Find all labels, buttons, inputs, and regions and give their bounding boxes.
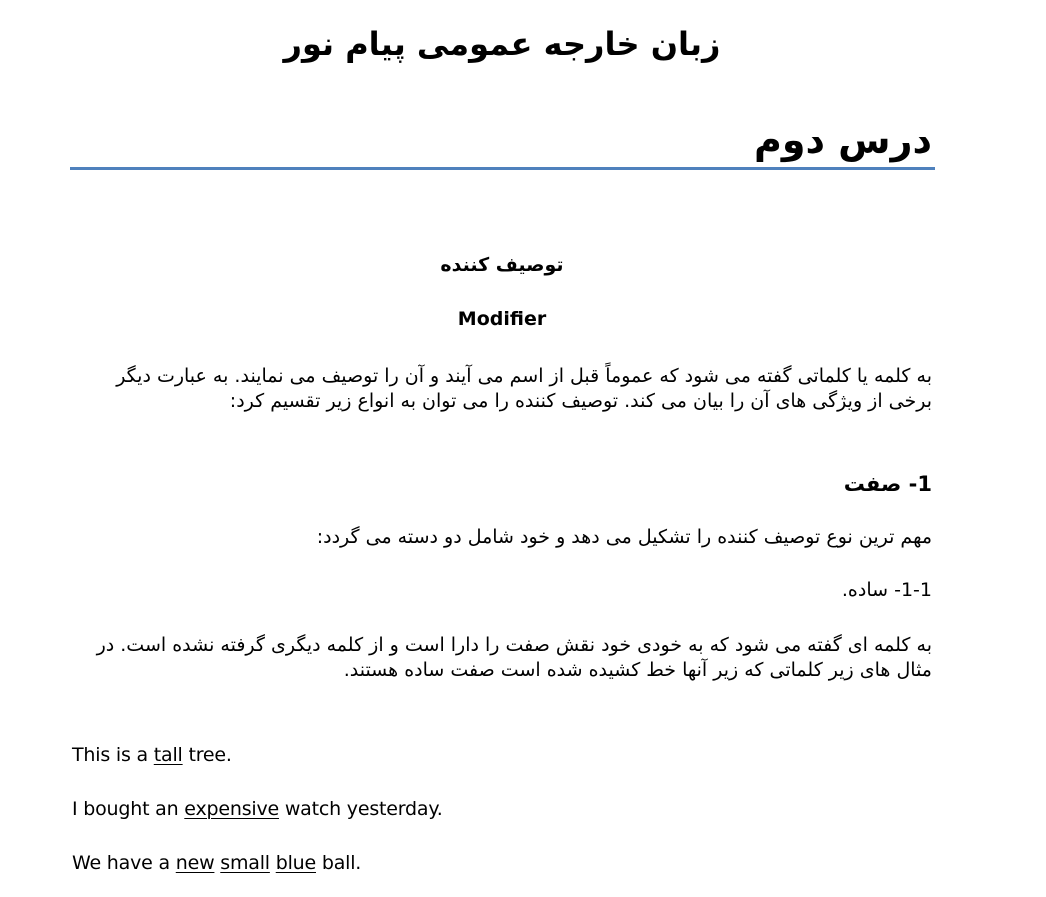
adjective-paragraph: مهم ترین نوع توصیف کننده را تشکیل می دهد و خود شامل دو دسته می گردد: <box>316 526 932 548</box>
underlined-adjective: small <box>220 852 270 874</box>
section-title: توصیف کننده <box>440 254 564 276</box>
underlined-adjective: expensive <box>184 798 279 820</box>
section-subtitle: Modifier <box>457 308 547 330</box>
example-text: This is a <box>72 744 154 766</box>
example-sentence-1 <box>72 741 232 769</box>
underlined-adjective: blue <box>275 852 316 874</box>
example-text: I bought an <box>72 798 185 820</box>
subsection-title: 1- صفت <box>843 472 932 496</box>
document-page <box>70 0 934 897</box>
example-text: watch yesterday. <box>279 798 443 820</box>
example-sentence-2 <box>72 795 443 823</box>
heading-underline-rule <box>70 167 935 170</box>
underlined-adjective: new <box>175 852 215 874</box>
intro-paragraph: به کلمه یا کلماتی گفته می شود که عموماً قبل از اسم می آیند و آن را توصیف می نمایند. به عبارت دیگر برخی از ویژگی های آن را بیان می کند. توصیف کننده را می توان به انواع زیر تقسیم کرد: <box>116 365 932 412</box>
simple-adjective-paragraph: به کلمه ای گفته می شود که به خودی خود نقش صفت را دارا است و از کلمه دیگری گرفته نشده است. در مثال های زیر کلماتی که زیر آنها خط کشیده شده است صفت ساده هستند. <box>96 634 932 681</box>
subsubsection-title: 1-1- ساده. <box>841 579 932 601</box>
example-text: tree. <box>182 744 232 766</box>
example-text: ball. <box>316 852 362 874</box>
example-sentence-3 <box>72 849 361 877</box>
example-text: We have a <box>72 852 176 874</box>
underlined-adjective: tall <box>153 744 183 766</box>
lesson-heading: درس دوم <box>753 118 932 162</box>
document-title: زبان خارجه عمومی پیام نور <box>283 25 721 63</box>
